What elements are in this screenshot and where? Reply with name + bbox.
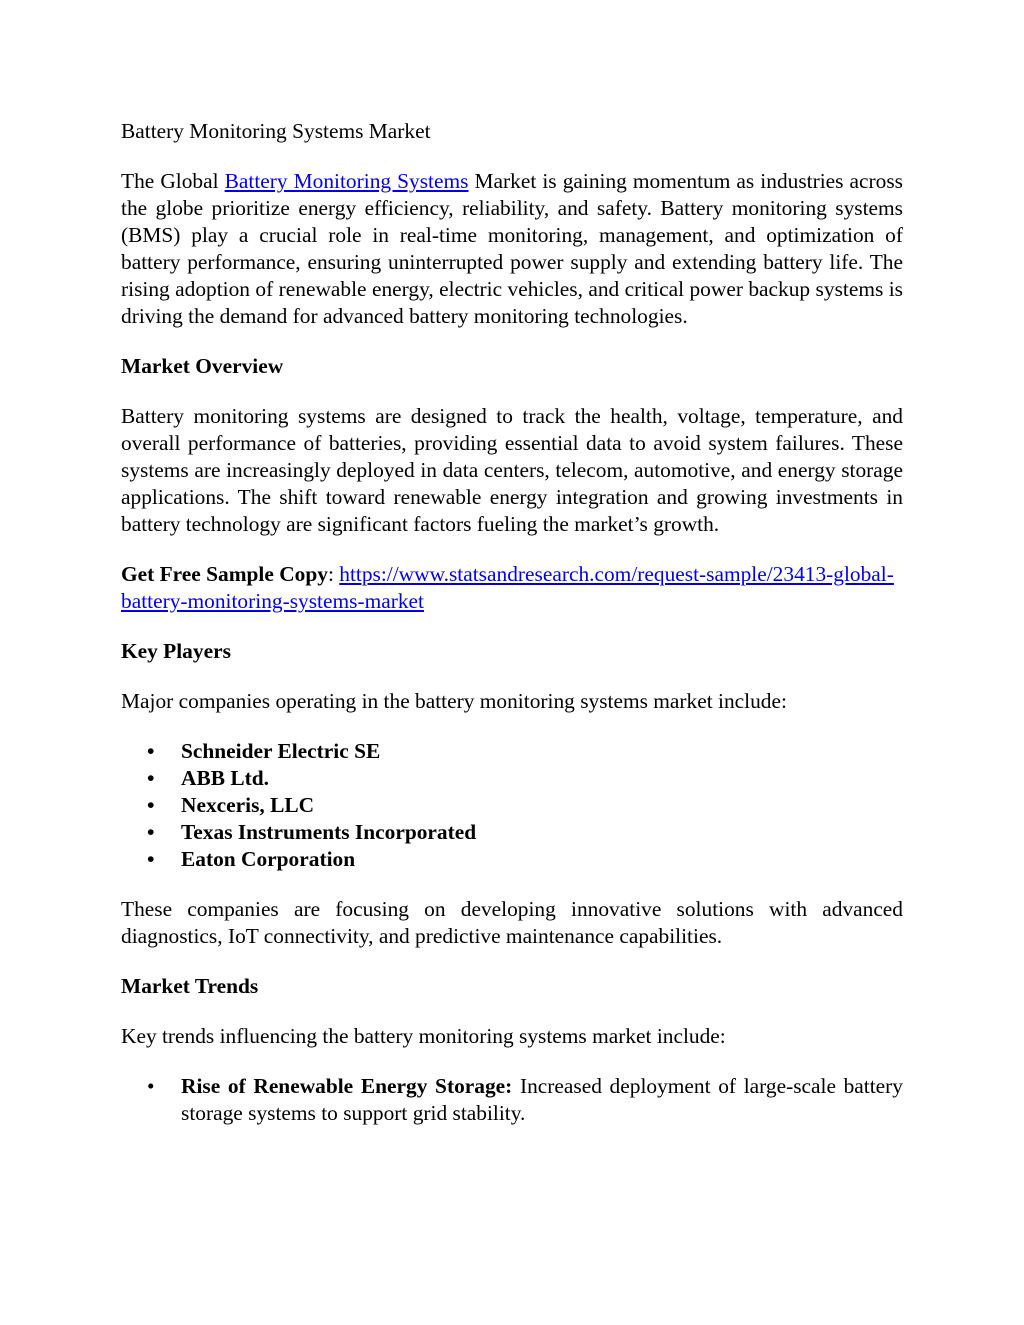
battery-monitoring-systems-link[interactable]: Battery Monitoring Systems [224,169,469,193]
market-trends-heading: Market Trends [121,974,259,998]
company-name: Eaton Corporation [181,847,356,871]
bullet-icon: • [147,1074,155,1098]
key-players-intro: Major companies operating in the battery monitoring systems market include: [121,689,787,713]
key-players-list [121,738,903,873]
free-sample-link[interactable]: https://www.statsandresearch.com/request-sample/23413-global-battery-monitoring-systems-market [121,562,894,613]
bullet-icon: • [147,766,155,790]
market-overview-paragraph: Battery monitoring systems are designed to track the health, voltage, temperature, and overall performance of batteries, providing essential data to avoid system failures. These systems are increasingly deployed in data centers, telecom, automotive, and energy storage applications. The shift toward renewable energy integration and growing investments in battery technology are significant factors fueling the market’s growth. [121,404,903,536]
market-trends-intro: Key trends influencing the battery monitoring systems market include: [121,1024,726,1048]
intro-paragraph [121,168,903,330]
list-item [147,1073,903,1127]
document-title: Battery Monitoring Systems Market [121,119,431,143]
list-item [147,846,903,873]
bullet-icon: • [147,793,155,817]
company-name: Nexceris, LLC [181,793,315,817]
trend-label: Rise of Renewable Energy Storage: [181,1074,513,1098]
list-item [147,765,903,792]
intro-text-before-link: The Global [121,169,225,193]
bullet-icon: • [147,739,155,763]
market-overview-heading: Market Overview [121,354,284,378]
free-sample-paragraph [121,561,903,615]
free-sample-separator: : [327,562,340,586]
list-item [147,738,903,765]
list-item [147,819,903,846]
company-name: ABB Ltd. [181,766,269,790]
company-name: Texas Instruments Incorporated [181,820,477,844]
trend-text: Increased deployment of large-scale battery storage systems to support grid stability. [181,1074,903,1125]
document-page [121,118,903,1150]
free-sample-label: Get Free Sample Copy [121,562,328,586]
market-trends-list [121,1073,903,1127]
bullet-icon: • [147,820,155,844]
company-name: Schneider Electric SE [181,739,381,763]
key-players-heading: Key Players [121,639,231,663]
intro-text-after-link: Market is gaining momentum as industries across the globe prioritize energy efficiency, reliability, and safety. Battery monitoring systems (BMS) play a crucial role in real-time monitoring, management, and optimization of battery performance, ensuring uninterrupted power supply and extending battery life. The rising adoption of renewable energy, electric vehicles, and critical power backup systems is driving the demand for advanced battery monitoring technologies. [121,169,904,328]
bullet-icon: • [147,847,155,871]
key-players-outro: These companies are focusing on developing innovative solutions with advanced diagnostics, IoT connectivity, and predictive maintenance capabilities. [121,897,903,948]
list-item [147,792,903,819]
